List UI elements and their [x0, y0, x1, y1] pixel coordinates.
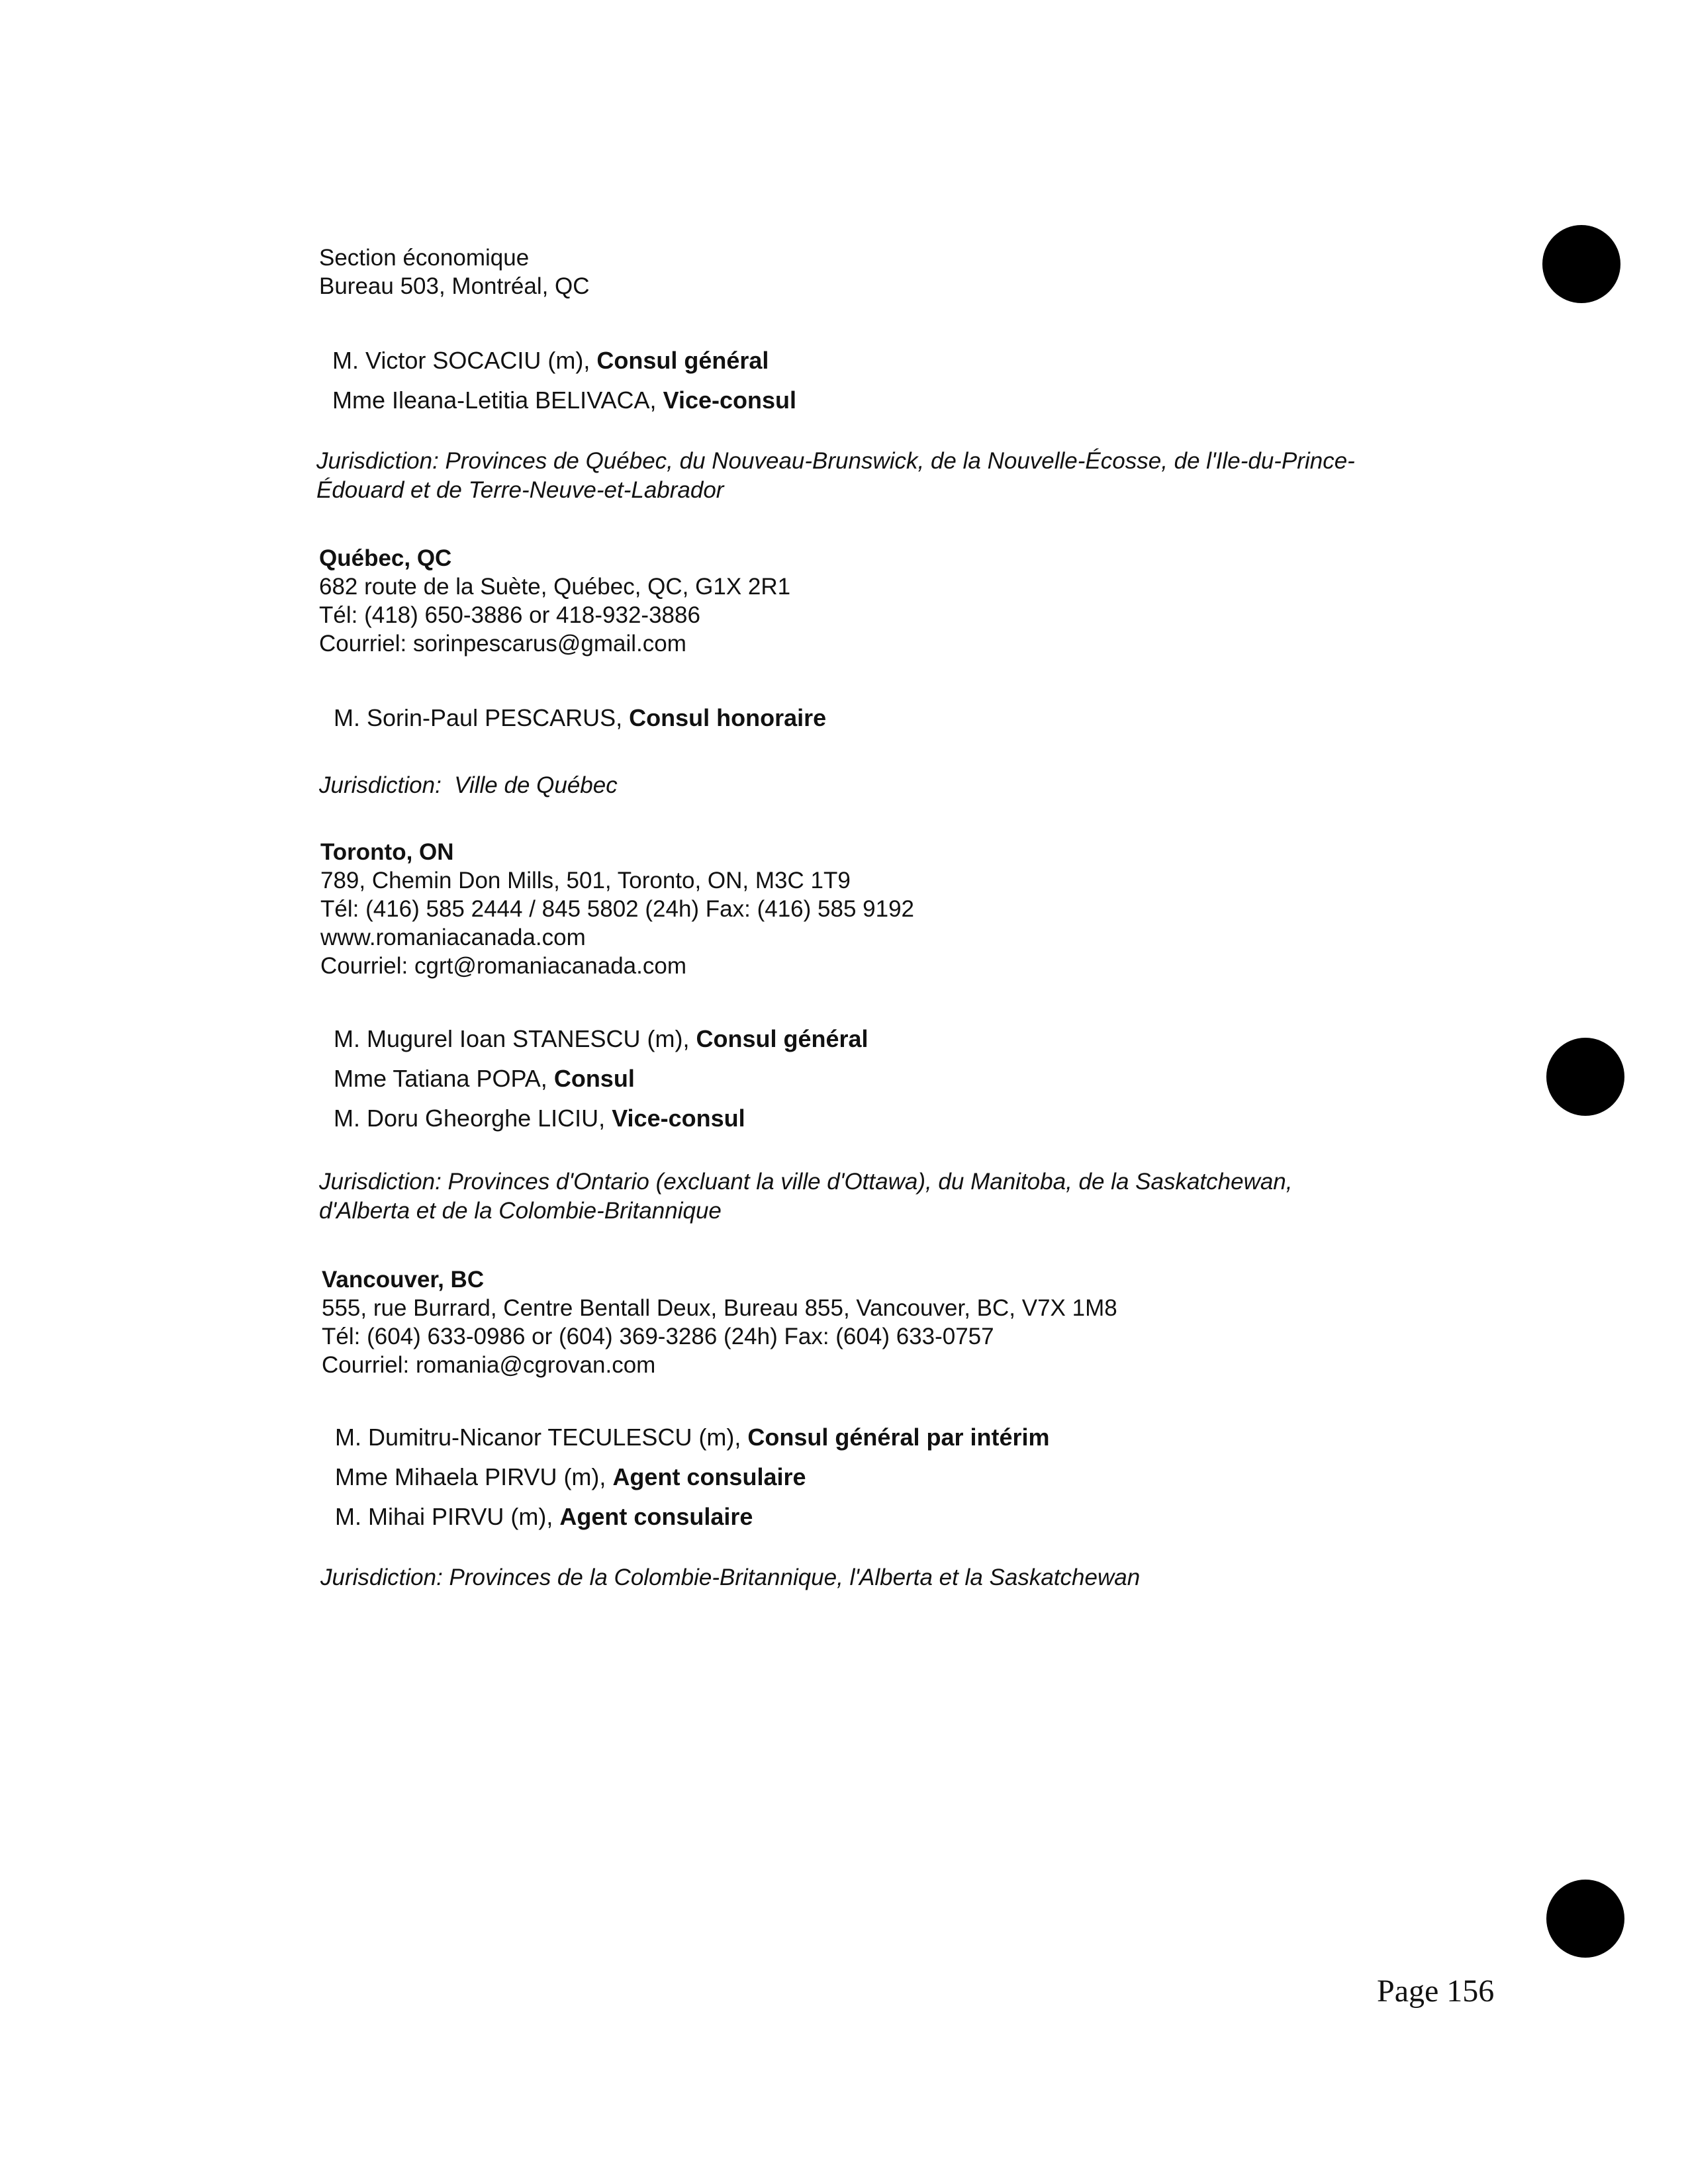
- staff-title: Consul général par intérim: [747, 1424, 1050, 1451]
- staff-title: Consul: [553, 1065, 635, 1092]
- staff-name: M. Sorin-Paul PESCARUS,: [334, 704, 623, 731]
- staff-row: [334, 1059, 868, 1099]
- jurisdiction-line-1: [320, 1563, 1140, 1592]
- staff-row: [334, 698, 826, 738]
- staff-title: Consul général: [696, 1025, 868, 1052]
- toronto-jurisdiction: [319, 1167, 1293, 1226]
- office-email: Courriel: romania@cgrovan.com: [322, 1352, 656, 1378]
- jurisdiction-text: Ville de Québec: [454, 772, 618, 798]
- office-website: www.romaniacanada.com: [320, 925, 586, 950]
- office-heading: Toronto, ON: [320, 839, 454, 865]
- jurisdiction-line-2: Édouard et de Terre-Neuve-et-Labrador: [316, 477, 724, 503]
- quebec-office: [319, 544, 790, 658]
- office-address: 555, rue Burrard, Centre Bentall Deux, Bureau 855, Vancouver, BC, V7X 1M8: [322, 1295, 1117, 1321]
- staff-title: Vice-consul: [612, 1105, 745, 1132]
- montreal-staff-list: [332, 341, 796, 420]
- staff-name: M. Mugurel Ioan STANESCU (m),: [334, 1025, 690, 1052]
- staff-row: [335, 1457, 1050, 1497]
- staff-name: M. Victor SOCACIU (m),: [332, 347, 590, 374]
- staff-row: [334, 1099, 868, 1138]
- staff-title: Agent consulaire: [559, 1503, 753, 1530]
- staff-row: [335, 1497, 1050, 1537]
- office-phone: Tél: (418) 650-3886 or 418-932-3886: [319, 602, 700, 628]
- quebec-staff-list: [334, 698, 826, 738]
- jurisdiction-text: Provinces d'Ontario (excluant la ville d'Ottawa), du Manitoba, de la Saskatchewan,: [447, 1169, 1293, 1195]
- staff-row: [335, 1418, 1050, 1457]
- quebec-jurisdiction: [319, 771, 618, 800]
- jurisdiction-label: Jurisdiction:: [319, 772, 442, 798]
- staff-title: Consul honoraire: [629, 704, 827, 731]
- staff-name: M. Doru Gheorghe LICIU,: [334, 1105, 606, 1132]
- staff-name: M. Dumitru-Nicanor TECULESCU (m),: [335, 1424, 741, 1451]
- toronto-office: [320, 838, 914, 980]
- toronto-staff-list: [334, 1019, 868, 1138]
- office-phone: Tél: (604) 633-0986 or (604) 369-3286 (24h) Fax: (604) 633-0757: [322, 1324, 994, 1349]
- staff-title: Agent consulaire: [612, 1463, 806, 1490]
- jurisdiction-line-2: d'Alberta et de la Colombie-Britannique: [319, 1198, 722, 1224]
- punch-hole-bottom: [1546, 1880, 1624, 1958]
- staff-name: M. Mihai PIRVU (m),: [335, 1503, 553, 1530]
- punch-hole-top: [1542, 225, 1620, 303]
- office-address: 789, Chemin Don Mills, 501, Toronto, ON, M3C 1T9: [320, 868, 851, 893]
- vancouver-office: [322, 1265, 1117, 1379]
- montreal-jurisdiction: [316, 447, 1355, 505]
- office-address: 682 route de la Suète, Québec, QC, G1X 2R1: [319, 574, 791, 600]
- staff-name: Mme Tatiana POPA,: [334, 1065, 547, 1092]
- section-line-1: Section économique: [319, 245, 530, 271]
- office-email: Courriel: cgrt@romaniacanada.com: [320, 953, 686, 979]
- top-section: [319, 244, 590, 300]
- jurisdiction-line-1: [316, 447, 1355, 476]
- jurisdiction-line-1: [319, 771, 618, 800]
- jurisdiction-text: Provinces de Québec, du Nouveau-Brunswick, de la Nouvelle-Écosse, de l'Ile-du-Prince-: [445, 448, 1355, 474]
- staff-name: Mme Ileana-Letitia BELIVACA,: [332, 387, 657, 414]
- section-line-2: Bureau 503, Montréal, QC: [319, 273, 590, 299]
- vancouver-jurisdiction: [320, 1563, 1140, 1592]
- jurisdiction-text: Provinces de la Colombie-Britannique, l'Alberta et la Saskatchewan: [449, 1565, 1141, 1590]
- page-number: Page 156: [1377, 1974, 1495, 2009]
- office-email: Courriel: sorinpescarus@gmail.com: [319, 631, 686, 657]
- staff-row: [332, 341, 796, 381]
- vancouver-staff-list: [335, 1418, 1050, 1537]
- staff-title: Vice-consul: [663, 387, 796, 414]
- office-heading: Québec, QC: [319, 545, 452, 571]
- jurisdiction-label: Jurisdiction:: [319, 1169, 442, 1195]
- jurisdiction-label: Jurisdiction:: [316, 448, 439, 474]
- staff-row: [334, 1019, 868, 1059]
- staff-name: Mme Mihaela PIRVU (m),: [335, 1463, 606, 1490]
- staff-row: [332, 381, 796, 420]
- punch-hole-middle: [1546, 1038, 1624, 1116]
- office-heading: Vancouver, BC: [322, 1267, 485, 1293]
- jurisdiction-line-1: [319, 1167, 1293, 1197]
- office-phone: Tél: (416) 585 2444 / 845 5802 (24h) Fax: (416) 585 9192: [320, 896, 914, 922]
- jurisdiction-label: Jurisdiction:: [320, 1565, 443, 1590]
- staff-title: Consul général: [596, 347, 769, 374]
